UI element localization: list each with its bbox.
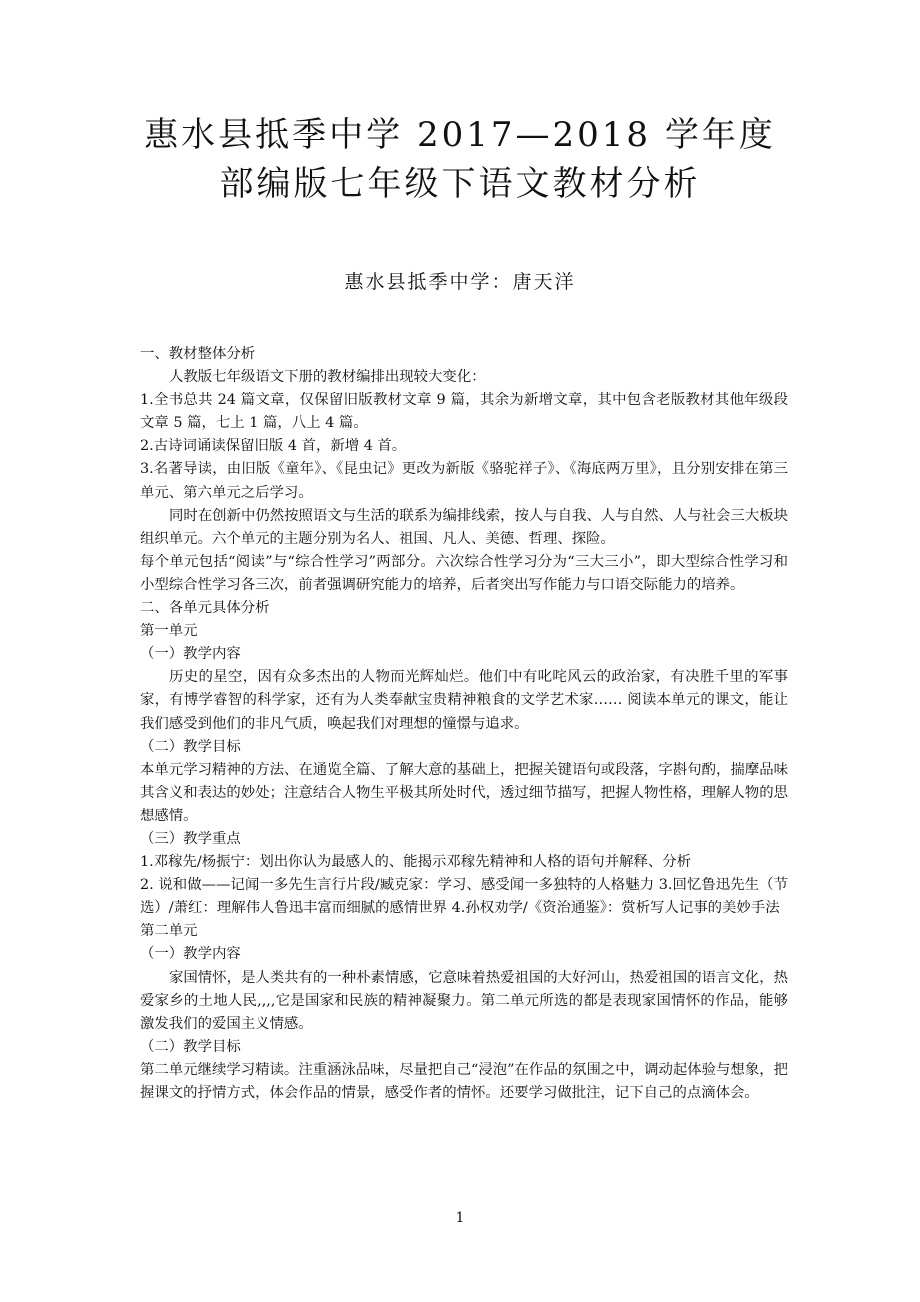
section-heading: 二、各单元具体分析 [140, 600, 270, 617]
subheading: （一）教学内容 [140, 646, 241, 663]
list-item: 3.名著导读，由旧版《童年》、《昆虫记》更改为新版《骆驼祥子》、《海底两万里》，且分别安排在第三单元、第六单元之后学习。 [140, 461, 788, 501]
document-body [140, 343, 788, 1105]
subheading: （一）教学内容 [140, 946, 241, 963]
author-line: 惠水县抵季中学：唐天洋 [344, 271, 576, 293]
paragraph: 每个单元包括“阅读”与“综合性学习”两部分。六次综合性学习分为“三大三小”，即大型综合性学习和小型综合性学习各三次，前者强调研究能力的培养，后者突出写作能力与口语交际能力的培养。 [140, 553, 788, 593]
paragraph: 家国情怀，是人类共有的一种朴素情感，它意味着热爱祖国的大好河山，热爱祖国的语言文化，热爱家乡的土地人民,,,,它是国家和民族的精神凝聚力。第二单元所选的都是表现家国情怀的作品，能够激发我们的爱国主义情感。 [140, 969, 788, 1032]
document-title-line-1: 惠水县抵季中学 2017—2018 学年度 [144, 115, 776, 155]
list-item: 2. 说和做——记闻一多先生言行片段/臧克家：学习、感受闻一多独特的人格魅力 3.回忆鲁迅先生（节选）/萧红：理解伟人鲁迅丰富而细腻的感情世界 4.孙权劝学/《资治通鉴》：赏析写人记事的美妙手法 [140, 877, 788, 917]
subheading: （二）教学目标 [140, 738, 241, 755]
section-heading: 一、教材整体分析 [140, 346, 256, 362]
list-item: 1.邓稼先/杨振宁：划出你认为最感人的、能揭示邓稼先精神和人格的语句并解释、分析 [140, 854, 692, 871]
list-item: 2.古诗词诵读保留旧版 4 首，新增 4 首。 [140, 438, 407, 455]
subheading: （二）教学目标 [140, 1038, 241, 1055]
document-title-line-2: 部编版七年级下语文教材分析 [219, 164, 701, 204]
paragraph: 历史的星空，因有众多杰出的人物而光辉灿烂。他们中有叱咤风云的政治家，有决胜千里的军事家，有博学睿智的科学家，还有为人类奉献宝贵精神粮食的文学艺术家…… 阅读本单元的课文，能让我们感受到他们的非凡气质，唤起我们对理想的憧憬与追求。 [140, 669, 788, 732]
unit-title: 第二单元 [140, 923, 198, 940]
subheading: （三）教学重点 [140, 830, 241, 847]
unit-title: 第一单元 [140, 623, 198, 640]
paragraph: 第二单元继续学习精读。注重涵泳品味，尽量把自己“浸泡”在作品的氛围之中，调动起体验与想象，把握课文的抒情方式，体会作品的情景，感受作者的情怀。还要学习做批注，记下自己的点滴体会。 [140, 1061, 788, 1101]
paragraph: 本单元学习精神的方法、在通览全篇、了解大意的基础上，把握关键语句或段落，字斟句酌，揣摩品味其含义和表达的妙处；注意结合人物生平极其所处时代，透过细节描写，把握人物性格，理解人物的思想感情。 [140, 761, 788, 824]
page-number: 1 [455, 1210, 465, 1226]
paragraph: 人教版七年级语文下册的教材编排出现较大变化： [169, 369, 486, 386]
paragraph: 同时在创新中仍然按照语文与生活的联系为编排线索，按人与自我、人与自然、人与社会三大板块组织单元。六个单元的主题分别为名人、祖国、凡人、美德、哲理、探险。 [140, 507, 788, 547]
list-item: 1.全书总共 24 篇文章，仅保留旧版教材文章 9 篇，其余为新增文章，其中包含老版教材其他年级段文章 5 篇，七上 1 篇，八上 4 篇。 [140, 392, 788, 432]
